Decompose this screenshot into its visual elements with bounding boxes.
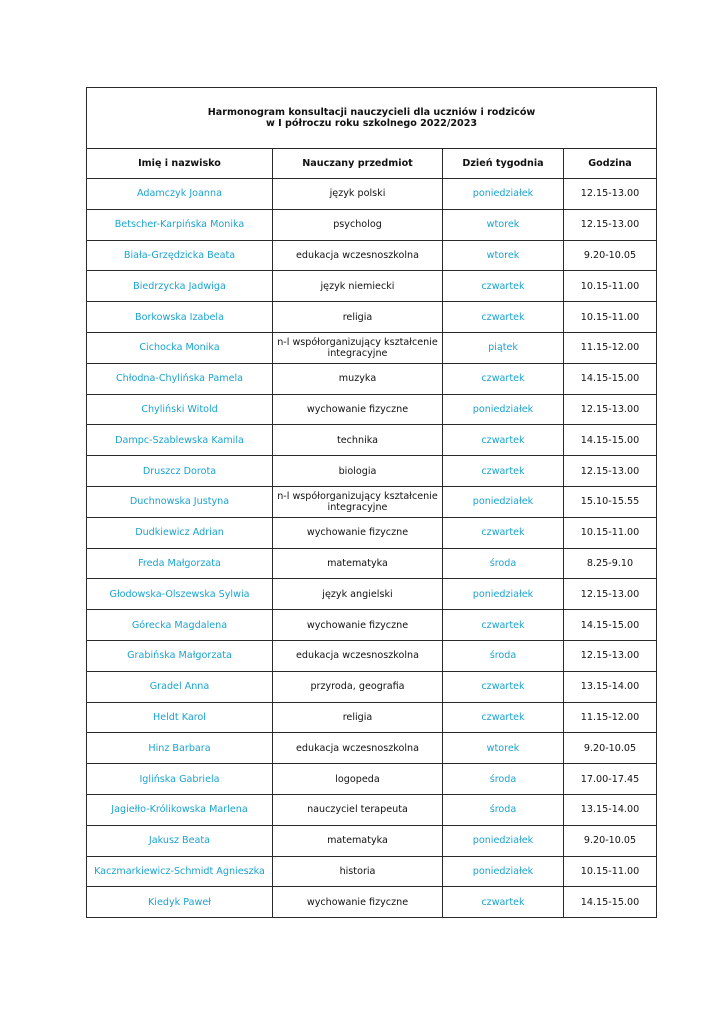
consultation-schedule-table: [86, 87, 657, 918]
teacher-name-cell: Dampc-Szablewska Kamila: [87, 425, 273, 456]
table-row: [87, 456, 657, 487]
weekday-cell: czwartek: [443, 702, 564, 733]
weekday-cell: czwartek: [443, 887, 564, 918]
title-row: [87, 88, 657, 149]
teacher-name-cell: Kaczmarkiewicz-Schmidt Agnieszka: [87, 856, 273, 887]
time-cell: 12.15-13.00: [564, 179, 657, 210]
time-cell: 10.15-11.00: [564, 271, 657, 302]
weekday-cell: środa: [443, 764, 564, 795]
time-cell: 12.15-13.00: [564, 394, 657, 425]
table-row: [87, 332, 657, 363]
table-row: [87, 240, 657, 271]
subject-cell: język niemiecki: [273, 271, 443, 302]
teacher-name-cell: Górecka Magdalena: [87, 610, 273, 641]
teacher-name-cell: Freda Małgorzata: [87, 548, 273, 579]
teacher-name-cell: Jagiełło-Królikowska Marlena: [87, 794, 273, 825]
time-cell: 9.20-10.05: [564, 825, 657, 856]
time-cell: 11.15-12.00: [564, 332, 657, 363]
table-row: [87, 794, 657, 825]
subject-cell: n-l współorganizujący kształcenie integracyjne: [273, 332, 443, 363]
teacher-name-cell: Chyliński Witold: [87, 394, 273, 425]
teacher-name-cell: Jakusz Beata: [87, 825, 273, 856]
subject-cell: matematyka: [273, 548, 443, 579]
subject-cell: matematyka: [273, 825, 443, 856]
subject-cell: n-l współorganizujący kształcenie integracyjne: [273, 486, 443, 517]
table-row: [87, 671, 657, 702]
table-row: [87, 179, 657, 210]
time-cell: 9.20-10.05: [564, 733, 657, 764]
weekday-cell: czwartek: [443, 671, 564, 702]
table-row: [87, 363, 657, 394]
weekday-cell: poniedziałek: [443, 486, 564, 517]
table-row: [87, 271, 657, 302]
weekday-cell: czwartek: [443, 610, 564, 641]
subject-cell: język angielski: [273, 579, 443, 610]
subject-cell: biologia: [273, 456, 443, 487]
teacher-name-cell: Gradel Anna: [87, 671, 273, 702]
table-row: [87, 640, 657, 671]
weekday-cell: wtorek: [443, 240, 564, 271]
header-day: Dzień tygodnia: [443, 149, 564, 179]
header-row: [87, 149, 657, 179]
subject-cell: edukacja wczesnoszkolna: [273, 733, 443, 764]
weekday-cell: czwartek: [443, 517, 564, 548]
weekday-cell: wtorek: [443, 209, 564, 240]
time-cell: 14.15-15.00: [564, 610, 657, 641]
weekday-cell: poniedziałek: [443, 579, 564, 610]
teacher-name-cell: Grabińska Małgorzata: [87, 640, 273, 671]
time-cell: 13.15-14.00: [564, 671, 657, 702]
weekday-cell: czwartek: [443, 425, 564, 456]
teacher-name-cell: Dudkiewicz Adrian: [87, 517, 273, 548]
subject-cell: muzyka: [273, 363, 443, 394]
teacher-name-cell: Głodowska-Olszewska Sylwia: [87, 579, 273, 610]
table-row: [87, 209, 657, 240]
time-cell: 10.15-11.00: [564, 517, 657, 548]
time-cell: 11.15-12.00: [564, 702, 657, 733]
subject-cell: edukacja wczesnoszkolna: [273, 640, 443, 671]
subject-cell: edukacja wczesnoszkolna: [273, 240, 443, 271]
teacher-name-cell: Borkowska Izabela: [87, 302, 273, 333]
table-row: [87, 764, 657, 795]
table-row: [87, 548, 657, 579]
time-cell: 10.15-11.00: [564, 856, 657, 887]
teacher-name-cell: Biedrzycka Jadwiga: [87, 271, 273, 302]
weekday-cell: środa: [443, 794, 564, 825]
table-row: [87, 702, 657, 733]
teacher-name-cell: Kiedyk Paweł: [87, 887, 273, 918]
weekday-cell: środa: [443, 548, 564, 579]
time-cell: 12.15-13.00: [564, 209, 657, 240]
table-row: [87, 856, 657, 887]
table-row: [87, 486, 657, 517]
teacher-name-cell: Cichocka Monika: [87, 332, 273, 363]
time-cell: 17.00-17.45: [564, 764, 657, 795]
weekday-cell: poniedziałek: [443, 394, 564, 425]
subject-cell: przyroda, geografia: [273, 671, 443, 702]
subject-cell: religia: [273, 702, 443, 733]
weekday-cell: wtorek: [443, 733, 564, 764]
weekday-cell: czwartek: [443, 271, 564, 302]
subject-cell: logopeda: [273, 764, 443, 795]
weekday-cell: czwartek: [443, 302, 564, 333]
teacher-name-cell: Chłodna-Chylińska Pamela: [87, 363, 273, 394]
teacher-name-cell: Heldt Karol: [87, 702, 273, 733]
title-line-2: w I półroczu roku szkolnego 2022/2023: [265, 118, 478, 129]
time-cell: 8.25-9.10: [564, 548, 657, 579]
subject-cell: wychowanie fizyczne: [273, 517, 443, 548]
weekday-cell: czwartek: [443, 363, 564, 394]
document-title: [87, 88, 657, 149]
table-row: [87, 425, 657, 456]
table-row: [87, 610, 657, 641]
teacher-name-cell: Biała-Grzędzicka Beata: [87, 240, 273, 271]
weekday-cell: czwartek: [443, 456, 564, 487]
subject-cell: wychowanie fizyczne: [273, 394, 443, 425]
header-name: Imię i nazwisko: [87, 149, 273, 179]
table-row: [87, 887, 657, 918]
table-row: [87, 302, 657, 333]
weekday-cell: środa: [443, 640, 564, 671]
time-cell: 12.15-13.00: [564, 640, 657, 671]
table-row: [87, 579, 657, 610]
table-row: [87, 733, 657, 764]
teacher-name-cell: Adamczyk Joanna: [87, 179, 273, 210]
subject-cell: język polski: [273, 179, 443, 210]
time-cell: 9.20-10.05: [564, 240, 657, 271]
header-subject: Nauczany przedmiot: [273, 149, 443, 179]
teacher-name-cell: Druszcz Dorota: [87, 456, 273, 487]
time-cell: 15.10-15.55: [564, 486, 657, 517]
subject-cell: nauczyciel terapeuta: [273, 794, 443, 825]
subject-cell: historia: [273, 856, 443, 887]
time-cell: 12.15-13.00: [564, 456, 657, 487]
subject-cell: technika: [273, 425, 443, 456]
time-cell: 12.15-13.00: [564, 579, 657, 610]
table-row: [87, 517, 657, 548]
teacher-name-cell: Iglińska Gabriela: [87, 764, 273, 795]
subject-cell: wychowanie fizyczne: [273, 610, 443, 641]
time-cell: 14.15-15.00: [564, 425, 657, 456]
table-row: [87, 394, 657, 425]
table-row: [87, 825, 657, 856]
title-line-1: Harmonogram konsultacji nauczycieli dla uczniów i rodziców: [207, 107, 536, 118]
weekday-cell: piątek: [443, 332, 564, 363]
weekday-cell: poniedziałek: [443, 856, 564, 887]
time-cell: 14.15-15.00: [564, 887, 657, 918]
teacher-name-cell: Duchnowska Justyna: [87, 486, 273, 517]
weekday-cell: poniedziałek: [443, 825, 564, 856]
teacher-name-cell: Betscher-Karpińska Monika: [87, 209, 273, 240]
subject-cell: psycholog: [273, 209, 443, 240]
teacher-name-cell: Hinz Barbara: [87, 733, 273, 764]
time-cell: 14.15-15.00: [564, 363, 657, 394]
header-time: Godzina: [564, 149, 657, 179]
time-cell: 10.15-11.00: [564, 302, 657, 333]
subject-cell: religia: [273, 302, 443, 333]
time-cell: 13.15-14.00: [564, 794, 657, 825]
subject-cell: wychowanie fizyczne: [273, 887, 443, 918]
weekday-cell: poniedziałek: [443, 179, 564, 210]
